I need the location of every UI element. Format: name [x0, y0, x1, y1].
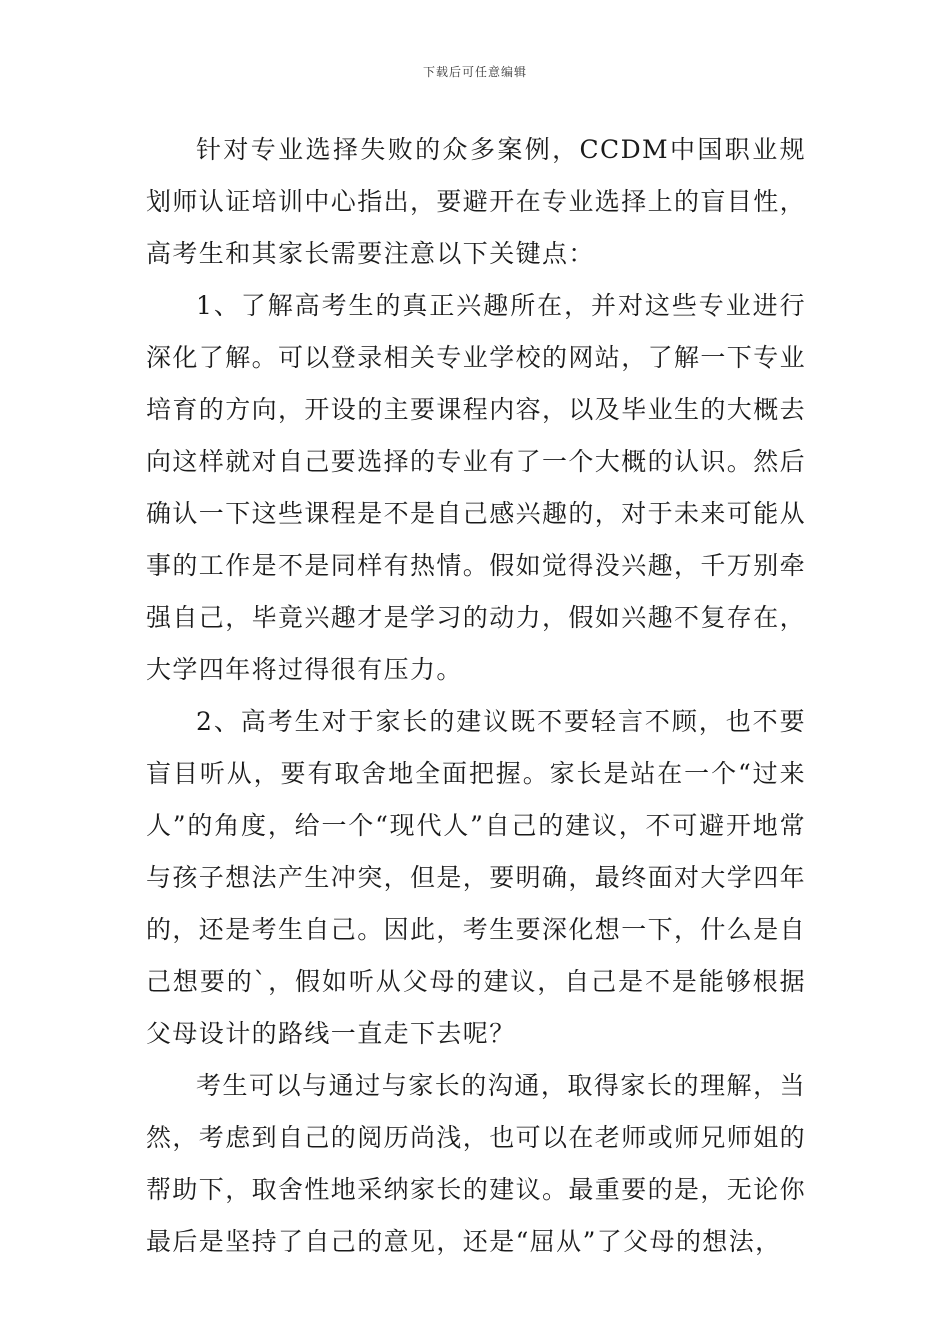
paragraph-point-2: 2、高考生对于家长的建议既不要轻言不顾，也不要盲目听从，要有取舍地全面把握。家长是站在一个“过来人”的角度，给一个“现代人”自己的建议，不可避开地常与孩子想法产生冲突，但是，要明确，最终面对大学四年的，还是考生自己。因此，考生要深化想一下，什么是自己想要的`，假如听从父母的建议，自己是不是能够根据父母设计的路线一直走下去呢？ — [146, 707, 807, 1048]
page-header-note: 下载后可任意编辑 — [422, 65, 527, 79]
paragraph-point-1: 1、了解高考生的真正兴趣所在，并对这些专业进行深化了解。可以登录相关专业学校的网站，了解一下专业培育的方向，开设的主要课程内容，以及毕业生的大概去向这样就对自己要选择的专业有了一个大概的认识。然后确认一下这些课程是不是自己感兴趣的，对于未来可能从事的工作是不是同样有热情。假如觉得没兴趣，千万别牵强自己，毕竟兴趣才是学习的动力，假如兴趣不复存在，大学四年将过得很有压力。 — [146, 291, 807, 684]
document-body — [146, 124, 806, 1268]
paragraph-communication: 考生可以与通过与家长的沟通，取得家长的理解，当然，考虑到自己的阅历尚浅，也可以在老师或师兄师姐的帮助下，取舍性地采纳家长的建议。最重要的是，无论你最后是坚持了自己的意见，还是“屈从”了父母的想法， — [146, 1071, 807, 1256]
paragraph-intro: 针对专业选择失败的众多案例，CCDM中国职业规划师认证培训中心指出，要避开在专业选择上的盲目性，高考生和其家长需要注意以下关键点： — [146, 135, 807, 268]
